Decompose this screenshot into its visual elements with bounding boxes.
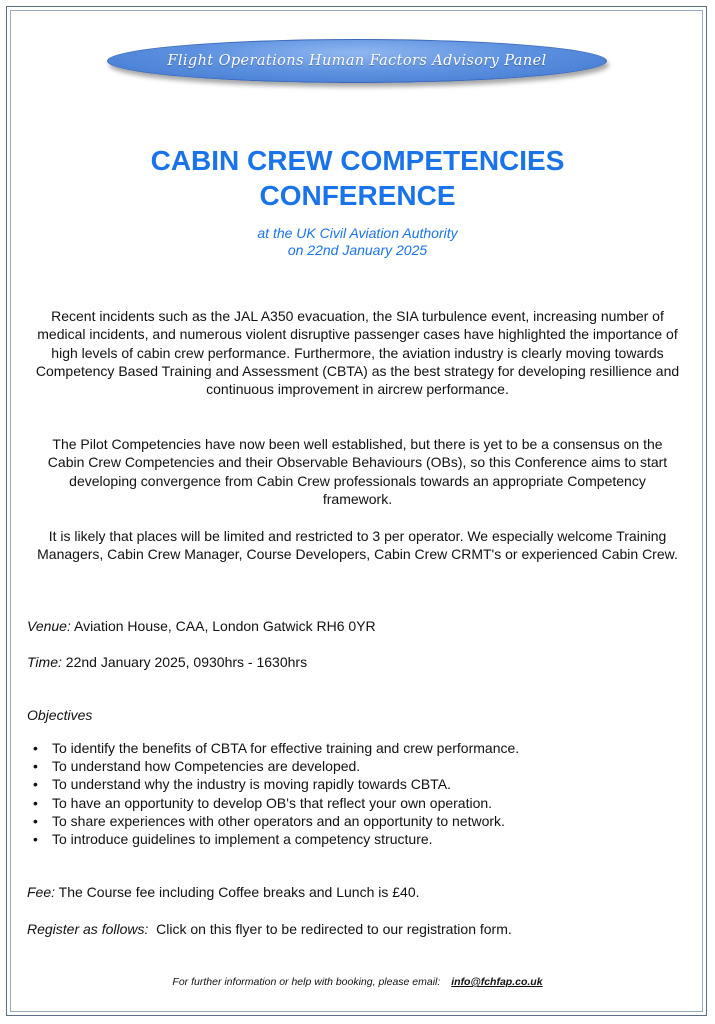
panel-banner [107,39,607,83]
list-item: • To identify the benefits of CBTA for effective training and crew performance. [27,739,519,757]
time-line [27,653,307,671]
register-label: Register as follows: [27,921,149,937]
email-link[interactable]: info@fchfap.co.uk [451,976,543,988]
register-value[interactable]: Click on this flyer to be redirected to our registration form. [156,921,512,937]
list-item: • To share experiences with other operators and an opportunity to network. [27,812,519,830]
objectives-heading: Objectives [27,707,93,723]
register-line[interactable] [27,920,512,938]
page-title [0,143,715,213]
objectives-list [27,739,519,848]
fee-label: Fee: [27,884,56,900]
time-value: 22nd January 2025, 0930hrs - 1630hrs [65,654,308,670]
fee-value: The Course fee including Coffee breaks and Lunch is £40. [58,884,420,900]
subtitle-line-1: at the UK Civil Aviation Authority [257,225,458,241]
venue-line [27,617,376,635]
list-item: • To understand how Competencies are developed. [27,757,519,775]
list-item: • To understand why the industry is moving rapidly towards CBTA. [27,775,519,793]
subtitle-line-2: on 22nd January 2025 [287,242,428,258]
footer-text: For further information or help with booking, please email: [172,976,441,988]
subtitle [0,225,715,259]
title-line-1: CABIN CREW COMPETENCIES [150,145,565,176]
title-line-2: CONFERENCE [259,180,456,211]
venue-label: Venue: [27,618,71,634]
places-paragraph: It is likely that places will be limited and restricted to 3 per operator. We especially welcome Training Managers, Cabin Crew Manager, Course Developers, Cabin Crew CRMT's or experienced Cabin Crew. [37,528,678,563]
venue-value: Aviation House, CAA, London Gatwick RH6 0YR [73,618,376,634]
time-label: Time: [27,654,62,670]
list-item: • To introduce guidelines to implement a competency structure. [27,830,519,848]
footer [0,976,715,988]
list-item: • To have an opportunity to develop OB's that reflect your own operation. [27,794,519,812]
banner-text: Flight Operations Human Factors Advisory Panel [167,53,547,69]
competencies-paragraph: The Pilot Competencies have now been well established, but there is yet to be a consensus on the Cabin Crew Competencies and their Observable Behaviours (OBs), so this Conference aims to start developing convergence from Cabin Crew professionals towards an appropriate Competency framework. [47,436,668,507]
fee-line [27,883,420,901]
intro-paragraph: Recent incidents such as the JAL A350 evacuation, the SIA turbulence event, increasing number of medical incidents, and numerous violent disruptive passenger cases have highlighted the importance of high levels of cabin crew performance. Furthermore, the aviation industry is clearly moving towards Competency Based Training and Assessment (CBTA) as the best strategy for developing resillience and continuous improvement in aircrew performance. [35,308,680,398]
